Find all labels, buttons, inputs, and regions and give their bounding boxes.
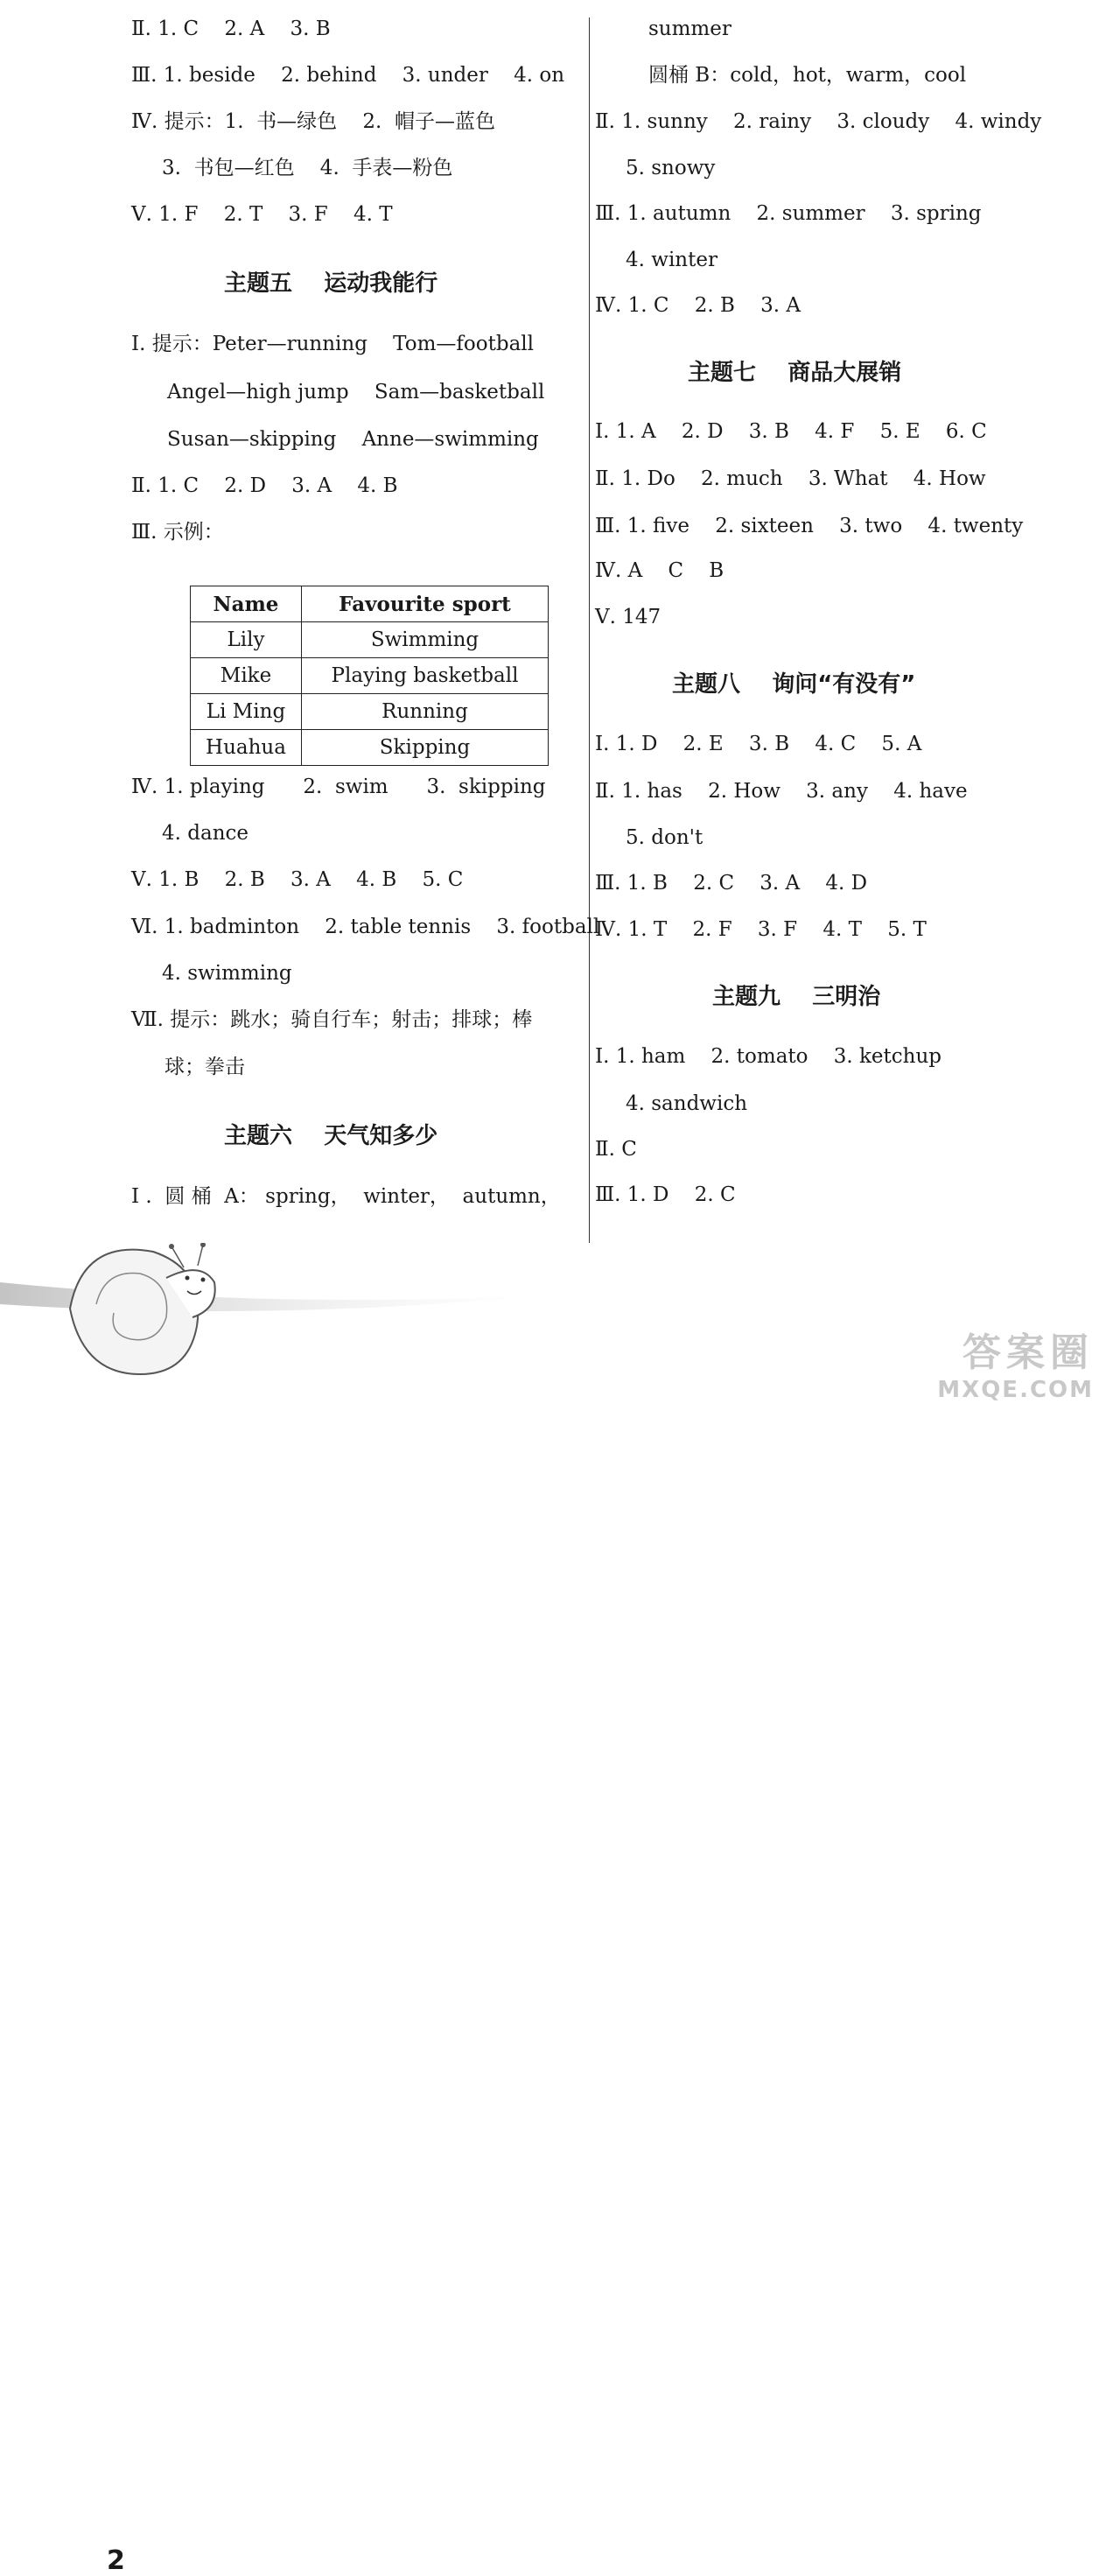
answer-line: Ⅲ. 1. D 2. C: [595, 1183, 736, 1206]
answer-line: Ⅱ. 1. Do 2. much 3. What 4. How: [595, 467, 986, 490]
answer-line: Ⅱ. 1. has 2. How 3. any 4. have: [595, 780, 968, 803]
answer-line: Susan—skipping Anne—swimming: [167, 428, 539, 451]
section-heading: 主题八 询问“有没有”: [672, 671, 916, 698]
table-cell-sport: Swimming: [302, 622, 549, 658]
table-row: [191, 730, 549, 766]
table-row: [191, 694, 549, 730]
answer-line: 5. snowy: [626, 157, 716, 179]
page-number: 2: [107, 2545, 125, 2576]
answer-line: Ⅳ. 1. T 2. F 3. F 4. T 5. T: [595, 918, 927, 941]
table-header-name: Name: [191, 586, 302, 622]
answer-line: 圆桶 B：cold，hot，warm，cool: [648, 64, 967, 87]
answer-line: Angel—high jump Sam—basketball: [167, 381, 545, 404]
watermark-mark: 答案圈: [962, 1330, 1094, 1375]
answer-line: Ⅳ. 1. C 2. B 3. A: [595, 294, 801, 317]
answer-line: 4. dance: [162, 822, 248, 845]
answer-line: Ⅱ. C: [595, 1138, 637, 1161]
watermark: [937, 1321, 1094, 1403]
answer-line: Ⅲ. 1. autumn 2. summer 3. spring: [595, 202, 982, 225]
column-divider: [589, 18, 590, 1243]
answer-line: Ⅶ. 提示：跳水；骑自行车；射击；排球；棒: [131, 1008, 533, 1031]
answer-line: Ⅵ. 1. badminton 2. table tennis 3. football: [131, 916, 600, 938]
answer-line: Ⅲ. 1. five 2. sixteen 3. two 4. twenty: [595, 515, 1024, 537]
answer-line: 4. winter: [626, 249, 718, 271]
answer-line: Ⅰ. 1. ham 2. tomato 3. ketchup: [595, 1045, 942, 1068]
answer-line: Ⅱ. 1. C 2. A 3. B: [131, 18, 331, 40]
answer-line: Ⅰ. 1. A 2. D 3. B 4. F 5. E 6. C: [595, 420, 987, 443]
watermark-url: MXQE.COM: [937, 1377, 1094, 1403]
table-header-sport: Favourite sport: [302, 586, 549, 622]
table-cell-name: Lily: [191, 622, 302, 658]
table-cell-name: Mike: [191, 658, 302, 694]
answer-line: 球；拳击: [164, 1056, 245, 1078]
section-heading: 主题七 商品大展销: [688, 360, 902, 386]
section-heading: 主题五 运动我能行: [224, 270, 438, 297]
table-cell-sport: Skipping: [302, 730, 549, 766]
table-cell-name: Li Ming: [191, 694, 302, 730]
table-cell-name: Huahua: [191, 730, 302, 766]
answer-line: Ⅳ. 1. playing 2. swim 3. skipping: [131, 776, 546, 798]
answer-line: 5. don't: [626, 826, 704, 849]
section-heading: 主题六 天气知多少: [224, 1123, 438, 1149]
page-footer: [0, 1243, 1120, 2576]
answer-line: Ⅴ. 147: [595, 606, 662, 628]
section-heading: 主题九 三明治: [712, 984, 881, 1010]
answer-line: Ⅳ. 提示：1. 书—绿色 2. 帽子—蓝色: [131, 110, 495, 133]
answer-line: Ⅱ. 1. C 2. D 3. A 4. B: [131, 474, 398, 497]
table-row: [191, 658, 549, 694]
answer-line: Ⅱ. 1. sunny 2. rainy 3. cloudy 4. windy: [595, 110, 1042, 133]
table-cell-sport: Playing basketball: [302, 658, 549, 694]
answer-line: Ⅰ. 提示：Peter—running Tom—football: [131, 333, 534, 355]
answer-line: 4. swimming: [162, 962, 292, 985]
answer-line: Ⅴ. 1. B 2. B 3. A 4. B 5. C: [131, 868, 464, 891]
table-header-row: [191, 586, 549, 622]
answer-line: 4. sandwich: [626, 1092, 748, 1115]
answer-line: Ⅰ. 1. D 2. E 3. B 4. C 5. A: [595, 733, 922, 755]
answer-line: 3. 书包—红色 4. 手表—粉色: [162, 157, 453, 179]
answer-line: Ⅲ. 1. B 2. C 3. A 4. D: [595, 872, 868, 895]
answer-line: Ⅴ. 1. F 2. T 3. F 4. T: [131, 203, 393, 226]
table-cell-sport: Running: [302, 694, 549, 730]
answer-line: summer: [648, 18, 732, 40]
answer-line: Ⅳ. A C B: [595, 559, 724, 582]
answer-line: Ⅰ . 圆 桶 A： spring， winter， autumn，: [131, 1185, 561, 1208]
table-row: [191, 622, 549, 658]
answer-line: Ⅲ. 示例：: [131, 521, 224, 544]
answer-line: Ⅲ. 1. beside 2. behind 3. under 4. on: [131, 64, 565, 87]
favourite-sport-table: [190, 586, 549, 766]
